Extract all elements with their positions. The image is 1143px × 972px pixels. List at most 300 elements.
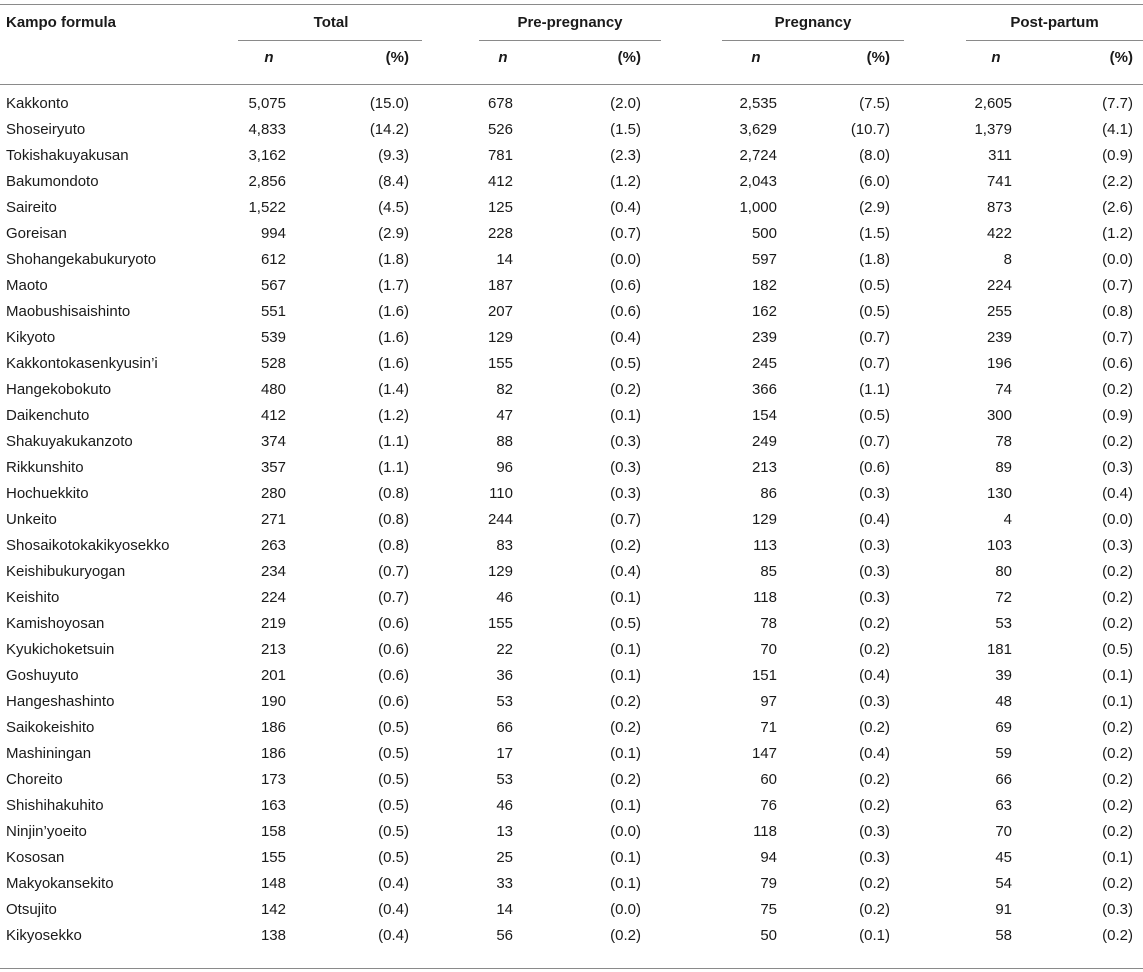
- cell-preg-n: 71: [760, 719, 777, 736]
- cell-preg-pct: (0.4): [859, 667, 890, 684]
- cell-total-pct: (1.1): [378, 459, 409, 476]
- cell-pre-n: 46: [496, 589, 513, 606]
- cell-preg-n: 78: [760, 615, 777, 632]
- cell-preg-pct: (0.7): [859, 329, 890, 346]
- cell-total-n: 4,833: [248, 121, 286, 138]
- cell-post-n: 239: [986, 329, 1012, 346]
- cell-total-n: 201: [260, 667, 286, 684]
- cell-total-n: 213: [260, 641, 286, 658]
- cell-preg-pct: (0.3): [859, 823, 890, 840]
- cell-total-pct: (1.6): [378, 329, 409, 346]
- cell-total-n: 551: [260, 303, 286, 320]
- group-rule-pre-pregnancy: [479, 40, 661, 41]
- cell-total-pct: (0.8): [378, 537, 409, 554]
- cell-post-pct: (0.8): [1102, 303, 1133, 320]
- cell-formula: Ninjin’yoeito: [6, 823, 87, 840]
- cell-preg-n: 182: [751, 277, 777, 294]
- cell-preg-pct: (0.3): [859, 849, 890, 866]
- subheader-pct: (%): [385, 49, 409, 66]
- cell-post-n: 70: [995, 823, 1012, 840]
- cell-post-pct: (0.2): [1102, 823, 1133, 840]
- table-row: [0, 351, 1143, 377]
- cell-preg-pct: (0.3): [859, 537, 890, 554]
- cell-preg-pct: (0.3): [859, 563, 890, 580]
- cell-total-n: 186: [260, 719, 286, 736]
- cell-formula: Goshuyuto: [6, 667, 79, 684]
- cell-preg-n: 245: [751, 355, 777, 372]
- cell-post-n: 300: [986, 407, 1012, 424]
- cell-post-n: 873: [986, 199, 1012, 216]
- cell-pre-n: 82: [496, 381, 513, 398]
- cell-total-pct: (1.8): [378, 251, 409, 268]
- subheader-n: n: [991, 49, 1001, 66]
- subheader-n: n: [498, 49, 508, 66]
- group-rule-total: [238, 40, 422, 41]
- cell-pre-n: 36: [496, 667, 513, 684]
- cell-total-pct: (0.6): [378, 693, 409, 710]
- cell-total-n: 163: [260, 797, 286, 814]
- cell-pre-n: 129: [487, 329, 513, 346]
- cell-formula: Kamishoyosan: [6, 615, 105, 632]
- cell-post-n: 39: [995, 667, 1012, 684]
- cell-preg-n: 85: [760, 563, 777, 580]
- cell-post-pct: (0.2): [1102, 771, 1133, 788]
- table-row: [0, 143, 1143, 169]
- cell-preg-pct: (8.0): [859, 147, 890, 164]
- cell-pre-n: 25: [496, 849, 513, 866]
- cell-preg-n: 118: [753, 589, 777, 606]
- cell-formula: Hochuekkito: [6, 485, 89, 502]
- cell-total-n: 357: [260, 459, 286, 476]
- cell-post-n: 59: [995, 745, 1012, 762]
- subheader-pct: (%): [1109, 49, 1133, 66]
- cell-post-n: 1,379: [974, 121, 1012, 138]
- cell-post-n: 48: [995, 693, 1012, 710]
- cell-preg-pct: (0.2): [859, 875, 890, 892]
- cell-total-pct: (0.4): [378, 875, 409, 892]
- cell-total-n: 5,075: [248, 95, 286, 112]
- cell-preg-n: 2,724: [739, 147, 777, 164]
- cell-pre-n: 17: [496, 745, 513, 762]
- cell-preg-pct: (0.7): [859, 433, 890, 450]
- table-row: [0, 117, 1143, 143]
- cell-total-pct: (0.8): [378, 511, 409, 528]
- cell-total-n: 271: [260, 511, 286, 528]
- cell-post-n: 53: [995, 615, 1012, 632]
- cell-pre-pct: (0.3): [610, 485, 641, 502]
- cell-total-pct: (0.5): [378, 719, 409, 736]
- cell-total-pct: (0.4): [378, 927, 409, 944]
- cell-total-pct: (0.6): [378, 615, 409, 632]
- cell-pre-pct: (0.1): [610, 589, 641, 606]
- cell-pre-n: 96: [496, 459, 513, 476]
- cell-pre-pct: (0.0): [610, 251, 641, 268]
- cell-post-n: 2,605: [974, 95, 1012, 112]
- cell-preg-pct: (10.7): [850, 121, 890, 138]
- cell-formula: Kososan: [6, 849, 65, 866]
- cell-post-n: 8: [1003, 251, 1012, 268]
- cell-pre-pct: (0.7): [610, 225, 641, 242]
- table-row: [0, 299, 1143, 325]
- cell-pre-pct: (0.1): [610, 745, 641, 762]
- cell-pre-n: 14: [496, 901, 513, 918]
- table-row: [0, 325, 1143, 351]
- cell-pre-pct: (0.3): [610, 433, 641, 450]
- cell-pre-pct: (0.2): [610, 693, 641, 710]
- cell-preg-pct: (0.4): [859, 511, 890, 528]
- subheader-n: n: [264, 49, 274, 66]
- cell-formula: Daikenchuto: [6, 407, 90, 424]
- cell-post-pct: (0.9): [1102, 147, 1133, 164]
- subheader-pct: (%): [866, 49, 890, 66]
- cell-preg-n: 70: [760, 641, 777, 658]
- cell-pre-n: 412: [487, 173, 513, 190]
- cell-total-n: 567: [260, 277, 286, 294]
- group-rule-pregnancy: [722, 40, 904, 41]
- cell-preg-n: 50: [760, 927, 777, 944]
- table-row: [0, 871, 1143, 897]
- cell-preg-n: 113: [753, 537, 777, 554]
- cell-formula: Keishito: [6, 589, 60, 606]
- cell-post-pct: (1.2): [1102, 225, 1133, 242]
- cell-pre-n: 66: [496, 719, 513, 736]
- cell-post-pct: (0.9): [1102, 407, 1133, 424]
- cell-post-pct: (0.7): [1102, 277, 1133, 294]
- cell-formula: Mashiningan: [6, 745, 92, 762]
- cell-formula: Kikyoto: [6, 329, 56, 346]
- table-row: [0, 403, 1143, 429]
- cell-post-pct: (0.2): [1102, 589, 1133, 606]
- table-row: [0, 455, 1143, 481]
- cell-post-n: 224: [986, 277, 1012, 294]
- table-row: [0, 663, 1143, 689]
- cell-preg-n: 2,043: [739, 173, 777, 190]
- cell-post-n: 78: [995, 433, 1012, 450]
- cell-total-n: 528: [260, 355, 286, 372]
- cell-pre-pct: (0.6): [610, 277, 641, 294]
- cell-pre-n: 53: [496, 771, 513, 788]
- table-row: [0, 637, 1143, 663]
- table-row: [0, 429, 1143, 455]
- cell-pre-n: 110: [489, 485, 513, 502]
- cell-total-n: 2,856: [248, 173, 286, 190]
- cell-preg-pct: (0.2): [859, 797, 890, 814]
- table-row: [0, 845, 1143, 871]
- cell-post-n: 4: [1003, 511, 1012, 528]
- cell-total-n: 155: [260, 849, 286, 866]
- cell-post-pct: (0.4): [1102, 485, 1133, 502]
- cell-preg-n: 239: [751, 329, 777, 346]
- cell-preg-pct: (1.8): [859, 251, 890, 268]
- cell-post-n: 63: [995, 797, 1012, 814]
- cell-pre-pct: (0.4): [610, 329, 641, 346]
- cell-pre-pct: (0.6): [610, 303, 641, 320]
- cell-preg-n: 1,000: [739, 199, 777, 216]
- subheader-pct: (%): [617, 49, 641, 66]
- cell-preg-pct: (0.1): [859, 927, 890, 944]
- table-row: [0, 247, 1143, 273]
- table-row: [0, 481, 1143, 507]
- cell-pre-pct: (0.7): [610, 511, 641, 528]
- cell-post-n: 255: [986, 303, 1012, 320]
- cell-preg-pct: (0.2): [859, 719, 890, 736]
- cell-pre-pct: (0.2): [610, 771, 641, 788]
- cell-pre-n: 33: [496, 875, 513, 892]
- cell-pre-pct: (0.4): [610, 563, 641, 580]
- cell-total-pct: (1.2): [378, 407, 409, 424]
- cell-pre-pct: (0.1): [610, 641, 641, 658]
- cell-preg-n: 97: [760, 693, 777, 710]
- cell-post-n: 91: [995, 901, 1012, 918]
- cell-total-pct: (1.1): [378, 433, 409, 450]
- cell-pre-n: 781: [487, 147, 513, 164]
- cell-pre-pct: (0.2): [610, 719, 641, 736]
- table-row: [0, 585, 1143, 611]
- cell-pre-pct: (1.5): [610, 121, 641, 138]
- cell-total-pct: (0.4): [378, 901, 409, 918]
- cell-pre-n: 207: [487, 303, 513, 320]
- table-row: [0, 195, 1143, 221]
- cell-total-n: 994: [260, 225, 286, 242]
- cell-total-pct: (0.5): [378, 771, 409, 788]
- cell-pre-pct: (0.0): [610, 823, 641, 840]
- cell-total-n: 1,522: [248, 199, 286, 216]
- cell-preg-pct: (7.5): [859, 95, 890, 112]
- table-row: [0, 533, 1143, 559]
- cell-pre-pct: (2.3): [610, 147, 641, 164]
- group-header-post-partum: Post-partum: [1010, 14, 1099, 31]
- table-row: [0, 741, 1143, 767]
- cell-total-n: 190: [260, 693, 286, 710]
- cell-preg-pct: (0.7): [859, 355, 890, 372]
- cell-total-pct: (0.7): [378, 589, 409, 606]
- cell-formula: Shoseiryuto: [6, 121, 86, 138]
- table-row: [0, 169, 1143, 195]
- cell-total-n: 612: [260, 251, 286, 268]
- cell-post-pct: (0.2): [1102, 381, 1133, 398]
- cell-preg-n: 2,535: [739, 95, 777, 112]
- cell-formula: Otsujito: [6, 901, 57, 918]
- cell-pre-pct: (0.2): [610, 381, 641, 398]
- cell-pre-pct: (0.3): [610, 459, 641, 476]
- cell-formula: Maoto: [6, 277, 48, 294]
- cell-post-pct: (4.1): [1102, 121, 1133, 138]
- cell-preg-pct: (0.4): [859, 745, 890, 762]
- cell-formula: Saireito: [6, 199, 57, 216]
- cell-preg-n: 94: [760, 849, 777, 866]
- table-row: [0, 91, 1143, 117]
- cell-preg-n: 162: [751, 303, 777, 320]
- cell-preg-n: 118: [753, 823, 777, 840]
- cell-post-n: 72: [995, 589, 1012, 606]
- cell-preg-pct: (0.5): [859, 277, 890, 294]
- cell-post-n: 741: [986, 173, 1012, 190]
- table-row: [0, 611, 1143, 637]
- cell-post-pct: (0.0): [1102, 251, 1133, 268]
- group-header-total: Total: [313, 14, 349, 31]
- cell-post-n: 89: [995, 459, 1012, 476]
- cell-preg-pct: (1.1): [859, 381, 890, 398]
- table-row: [0, 767, 1143, 793]
- cell-post-n: 66: [995, 771, 1012, 788]
- subheader-n: n: [751, 49, 761, 66]
- cell-total-pct: (2.9): [378, 225, 409, 242]
- cell-formula: Hangekobokuto: [6, 381, 112, 398]
- cell-formula: Maobushisaishinto: [6, 303, 131, 320]
- cell-total-pct: (1.6): [378, 355, 409, 372]
- cell-preg-pct: (0.5): [859, 407, 890, 424]
- cell-total-n: 142: [260, 901, 286, 918]
- cell-post-pct: (0.2): [1102, 563, 1133, 580]
- cell-preg-n: 75: [760, 901, 777, 918]
- cell-pre-n: 53: [496, 693, 513, 710]
- cell-formula: Shishihakuhito: [6, 797, 104, 814]
- cell-post-pct: (0.3): [1102, 901, 1133, 918]
- cell-post-pct: (0.1): [1102, 667, 1133, 684]
- cell-preg-n: 597: [751, 251, 777, 268]
- cell-post-n: 45: [995, 849, 1012, 866]
- table-row: [0, 507, 1143, 533]
- cell-pre-pct: (0.1): [610, 667, 641, 684]
- cell-post-pct: (0.7): [1102, 329, 1133, 346]
- cell-formula: Kakkontokasenkyusin’i: [6, 355, 158, 372]
- cell-preg-n: 3,629: [739, 121, 777, 138]
- cell-total-pct: (0.5): [378, 849, 409, 866]
- table-row: [0, 689, 1143, 715]
- cell-pre-pct: (0.1): [610, 797, 641, 814]
- cell-pre-pct: (0.5): [610, 615, 641, 632]
- cell-formula: Kakkonto: [6, 95, 69, 112]
- cell-preg-n: 147: [751, 745, 777, 762]
- cell-post-pct: (0.2): [1102, 745, 1133, 762]
- cell-pre-pct: (0.1): [610, 875, 641, 892]
- cell-preg-pct: (2.9): [859, 199, 890, 216]
- cell-total-n: 539: [260, 329, 286, 346]
- cell-formula: Tokishakuyakusan: [6, 147, 129, 164]
- cell-total-n: 234: [260, 563, 286, 580]
- cell-post-n: 80: [995, 563, 1012, 580]
- cell-post-pct: (0.2): [1102, 797, 1133, 814]
- cell-formula: Rikkunshito: [6, 459, 84, 476]
- cell-preg-pct: (0.3): [859, 589, 890, 606]
- table-row: [0, 273, 1143, 299]
- cell-post-pct: (2.6): [1102, 199, 1133, 216]
- cell-preg-pct: (1.5): [859, 225, 890, 242]
- cell-pre-n: 129: [487, 563, 513, 580]
- group-rule-post-partum: [966, 40, 1143, 41]
- cell-formula: Shosaikotokakikyosekko: [6, 537, 170, 554]
- cell-total-pct: (8.4): [378, 173, 409, 190]
- cell-total-pct: (0.5): [378, 823, 409, 840]
- cell-total-n: 173: [260, 771, 286, 788]
- cell-pre-n: 678: [487, 95, 513, 112]
- cell-pre-n: 83: [496, 537, 513, 554]
- cell-total-pct: (0.8): [378, 485, 409, 502]
- cell-total-pct: (0.6): [378, 641, 409, 658]
- cell-total-pct: (4.5): [378, 199, 409, 216]
- cell-preg-n: 86: [760, 485, 777, 502]
- cell-formula: Goreisan: [6, 225, 67, 242]
- cell-pre-pct: (0.0): [610, 901, 641, 918]
- cell-post-pct: (0.2): [1102, 433, 1133, 450]
- cell-total-n: 3,162: [248, 147, 286, 164]
- cell-post-pct: (7.7): [1102, 95, 1133, 112]
- cell-preg-n: 129: [751, 511, 777, 528]
- cell-formula: Kyukichoketsuin: [6, 641, 115, 658]
- cell-preg-n: 151: [751, 667, 777, 684]
- cell-total-n: 219: [260, 615, 286, 632]
- cell-pre-n: 228: [487, 225, 513, 242]
- table-row: [0, 221, 1143, 247]
- cell-pre-pct: (0.5): [610, 355, 641, 372]
- cell-pre-n: 88: [496, 433, 513, 450]
- cell-total-pct: (1.6): [378, 303, 409, 320]
- cell-post-n: 181: [986, 641, 1012, 658]
- cell-post-pct: (2.2): [1102, 173, 1133, 190]
- cell-post-n: 54: [995, 875, 1012, 892]
- cell-preg-pct: (0.2): [859, 641, 890, 658]
- cell-preg-pct: (0.3): [859, 485, 890, 502]
- cell-formula: Shakuyakukanzoto: [6, 433, 133, 450]
- cell-total-n: 158: [260, 823, 286, 840]
- cell-preg-pct: (6.0): [859, 173, 890, 190]
- cell-total-pct: (1.7): [378, 277, 409, 294]
- cell-formula: Choreito: [6, 771, 63, 788]
- cell-pre-pct: (0.2): [610, 927, 641, 944]
- cell-pre-pct: (0.1): [610, 407, 641, 424]
- table-row: [0, 923, 1143, 949]
- cell-formula: Unkeito: [6, 511, 57, 528]
- cell-total-n: 480: [260, 381, 286, 398]
- cell-formula: Keishibukuryogan: [6, 563, 126, 580]
- cell-preg-n: 213: [751, 459, 777, 476]
- cell-preg-n: 366: [751, 381, 777, 398]
- cell-formula: Makyokansekito: [6, 875, 114, 892]
- cell-post-n: 74: [995, 381, 1012, 398]
- cell-total-n: 280: [260, 485, 286, 502]
- cell-pre-n: 244: [487, 511, 513, 528]
- bottom-rule: [0, 968, 1143, 969]
- cell-total-pct: (9.3): [378, 147, 409, 164]
- cell-total-pct: (14.2): [369, 121, 409, 138]
- cell-post-pct: (0.0): [1102, 511, 1133, 528]
- cell-total-pct: (0.7): [378, 563, 409, 580]
- header-rule: [0, 84, 1143, 85]
- cell-preg-pct: (0.3): [859, 693, 890, 710]
- group-header-pregnancy: Pregnancy: [774, 14, 852, 31]
- cell-pre-n: 22: [496, 641, 513, 658]
- cell-post-n: 422: [986, 225, 1012, 242]
- cell-total-n: 374: [260, 433, 286, 450]
- cell-post-pct: (0.3): [1102, 537, 1133, 554]
- cell-preg-n: 500: [751, 225, 777, 242]
- table-row: [0, 559, 1143, 585]
- cell-pre-n: 125: [487, 199, 513, 216]
- cell-pre-pct: (2.0): [610, 95, 641, 112]
- cell-formula: Shohangekabukuryoto: [6, 251, 157, 268]
- cell-post-n: 311: [988, 147, 1012, 164]
- formula-header: Kampo formula: [6, 14, 117, 31]
- cell-pre-n: 47: [496, 407, 513, 424]
- cell-preg-n: 154: [751, 407, 777, 424]
- cell-total-n: 224: [260, 589, 286, 606]
- cell-pre-pct: (0.1): [610, 849, 641, 866]
- table-row: [0, 897, 1143, 923]
- cell-post-pct: (0.2): [1102, 615, 1133, 632]
- group-header-pre-pregnancy: Pre-pregnancy: [517, 14, 623, 31]
- cell-post-n: 58: [995, 927, 1012, 944]
- table-row: [0, 793, 1143, 819]
